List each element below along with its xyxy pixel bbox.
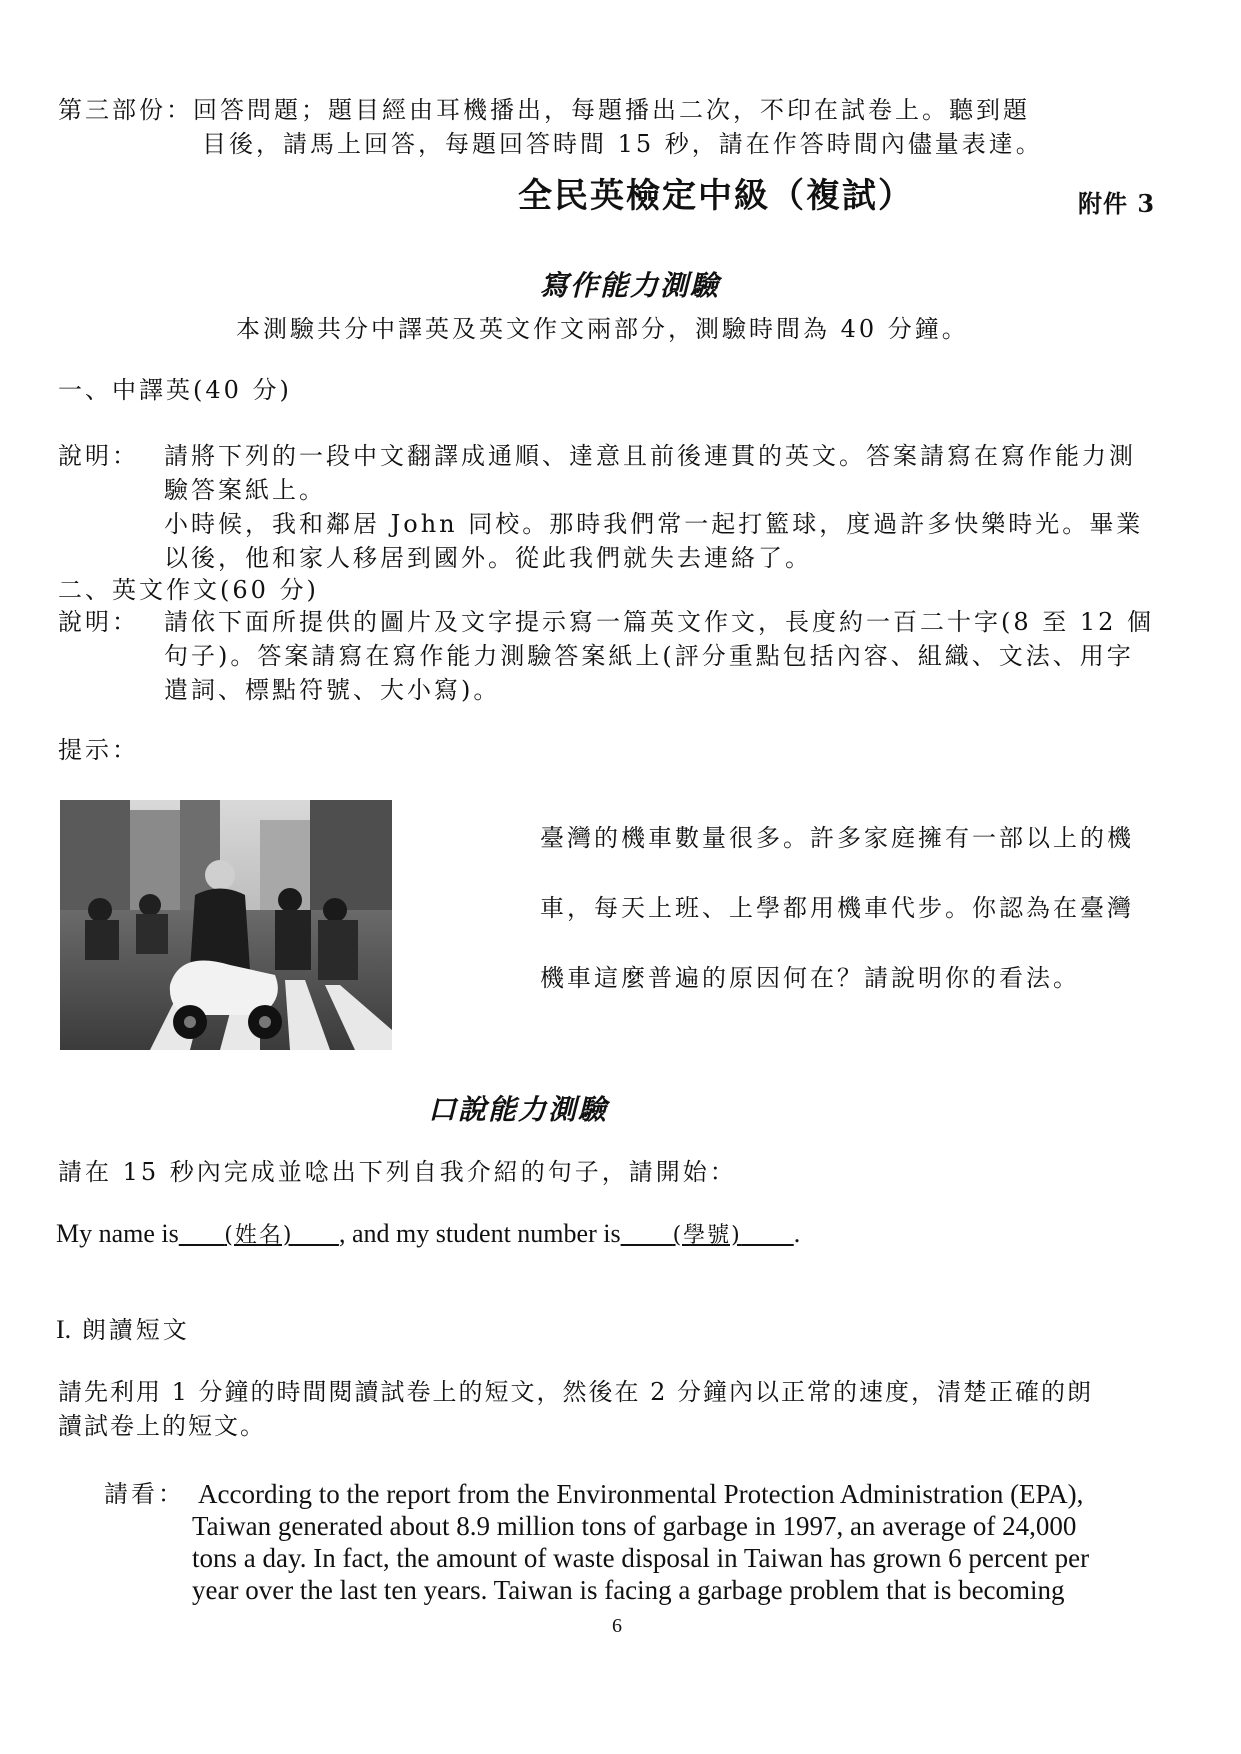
self-intro-part-b: , and my student number is [338, 1219, 621, 1248]
attachment-label: 附件 3 [1078, 189, 1156, 218]
reading-passage-line4: year over the last ten years. Taiwan is facing a garbage problem that is becoming [192, 1575, 1065, 1605]
part3-line2: 目後，請馬上回答，每題回答時間 15 秒，請在作答時間內儘量表達。 [202, 130, 1043, 158]
part3-line1: 第三部份：回答問題；題目經由耳機播出，每題播出二次，不印在試卷上。聽到題 [58, 96, 1030, 124]
id-blank [621, 1219, 794, 1248]
section1-line1: 請將下列的一段中文翻譯成通順、達意且前後連貫的英文。答案請寫在寫作能力測 [164, 442, 1136, 470]
self-intro-part-a: My name is [56, 1219, 179, 1248]
speaking-instruction: 請在 15 秒內完成並唸出下列自我介紹的句子，請開始： [58, 1158, 737, 1186]
writing-intro: 本測驗共分中譯英及英文作文兩部分，測驗時間為 40 分鐘。 [236, 315, 969, 343]
section2-line3: 遣詞、標點符號、大小寫)。 [164, 676, 501, 704]
section1-line2: 驗答案紙上。 [164, 476, 326, 504]
section1-label: 說明： [58, 442, 139, 470]
section1-line3: 小時候，我和鄰居 John 同校。那時我們常一起打籃球，度過許多快樂時光。畢業 [164, 510, 1144, 538]
section1-line4: 以後，他和家人移居到國外。從此我們就失去連絡了。 [164, 544, 812, 572]
section2-line2: 句子)。答案請寫在寫作能力測驗答案紙上(評分重點包括內容、組織、文法、用字 [164, 642, 1134, 670]
name-blank-label: (姓名) [224, 1223, 294, 1248]
page-number: 6 [612, 1615, 622, 1637]
section2-heading: 二、英文作文(60 分) [58, 576, 319, 604]
self-intro-sentence [56, 1218, 800, 1252]
reading-instruction-line1: 請先利用 1 分鐘的時間閱讀試卷上的短文，然後在 2 分鐘內以正常的速度，清楚正確的朗 [58, 1378, 1094, 1406]
name-blank [179, 1219, 339, 1248]
scooter-photo [60, 800, 392, 1050]
prompt-line1: 臺灣的機車數量很多。許多家庭擁有一部以上的機 [540, 824, 1134, 852]
exam-title: 全民英檢定中級（複試） [518, 176, 914, 216]
reading-passage-line2: Taiwan generated about 8.9 million tons of garbage in 1997, an average of 24,000 [192, 1511, 1077, 1541]
prompt-line2: 車，每天上班、上學都用機車代步。你認為在臺灣 [540, 894, 1134, 922]
speaking-section1-heading [56, 1314, 190, 1346]
section2-line1: 請依下面所提供的圖片及文字提示寫一篇英文作文，長度約一百二十字(8 至 12 個 [164, 608, 1155, 636]
section1-heading: 一、中譯英(40 分) [58, 376, 292, 404]
section2-label: 說明： [58, 608, 139, 636]
reading-instruction-line2: 讀試卷上的短文。 [58, 1412, 266, 1440]
reading-label: 請看： [104, 1480, 185, 1508]
speaking-section1-num: I. [56, 1315, 72, 1344]
reading-passage-line3: tons a day. In fact, the amount of waste disposal in Taiwan has grown 6 percent per [192, 1543, 1090, 1573]
id-blank-label: (學號) [672, 1223, 742, 1248]
hint-label: 提示： [58, 736, 139, 764]
speaking-title: 口說能力測驗 [428, 1093, 609, 1126]
prompt-line3: 機車這麼普遍的原因何在？請說明你的看法。 [540, 964, 1080, 992]
scooter-traffic-icon [60, 800, 392, 1050]
self-intro-end: . [793, 1219, 801, 1248]
speaking-section1-title: 朗讀短文 [81, 1316, 190, 1344]
reading-passage-line1: According to the report from the Environmental Protection Administration (EPA), [198, 1479, 1084, 1509]
writing-title: 寫作能力測驗 [540, 269, 721, 302]
